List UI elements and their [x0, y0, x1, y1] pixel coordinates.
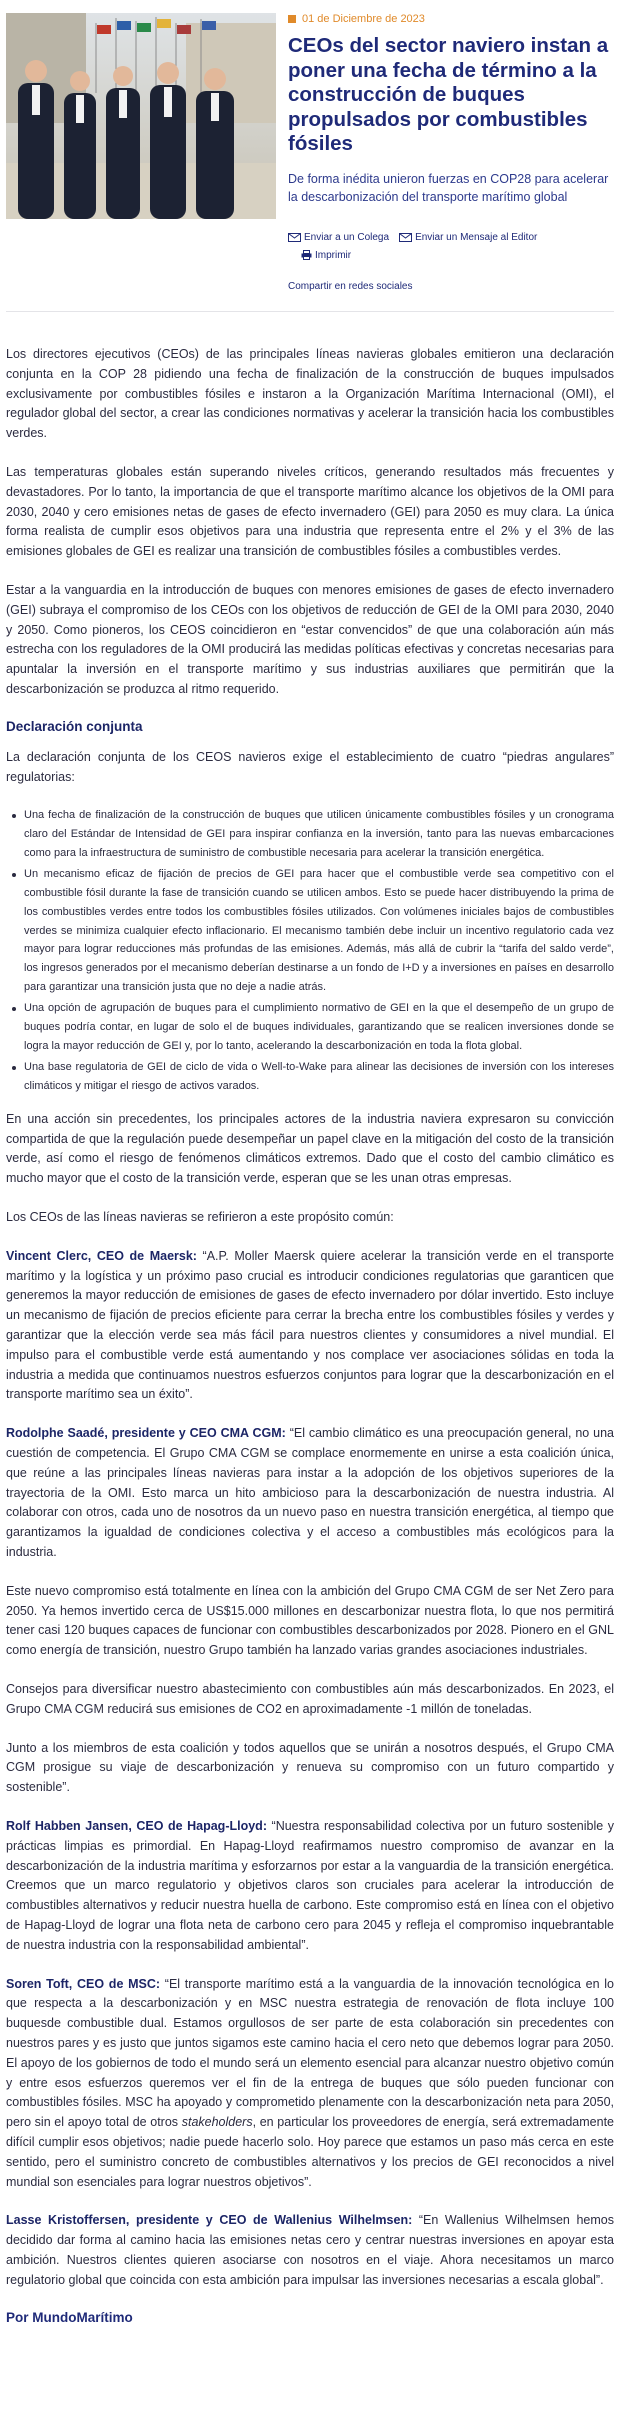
- article-meta: [288, 12, 616, 292]
- email-colleague-link[interactable]: [288, 232, 389, 243]
- article-body: [0, 312, 620, 2325]
- article-date: 01 de Diciembre de 2023: [302, 13, 425, 25]
- quote-text: “El cambio climático es una preocupación general, no una cuestión de competencia. El Grupo CMA CGM se complace enormemente en unirse a esta coalición única, que reúne a las principales líneas navieras para instar a la adopción de los objetivos superiores de la trayectoria de la OMI. Esto marca un hito ambicioso para la descarbonización de nuestra industria. Al colaborar con otros, cada uno de nosotros da un nuevo paso en nuestra transición energética, al tiempo que garantizamos la igualdad de condiciones colectiva y el acceso a combustibles más ecológicos para la industria.: [6, 1426, 614, 1560]
- byline: Por MundoMarítimo: [6, 2309, 133, 2325]
- article-actions: [288, 232, 616, 292]
- date-marker-icon: [288, 15, 296, 23]
- paragraph: Los CEOs de las líneas navieras se refirieron a este propósito común:: [6, 1210, 394, 1225]
- print-link[interactable]: [301, 250, 351, 261]
- article-subtitle: De forma inédita unieron fuerzas en COP28 para acelerar la descarbonización del transporte marítimo global: [288, 171, 609, 204]
- quote-text: “El transporte marítimo está a la vanguardia de la innovación tecnológica en lo que respecta a la descarbonización y en MSC nuestra estrategia de renovación de flota incluye 100 buquesde combustible dual. Estamos orgullosos de ser parte de esta colaboración sin precedentes con nuestros pares y es justo que juntos sigamos este camino hacia el cero neto que debemos lograr para 2050. El apoyo de los gobiernos de todo el mundo será un elemento esencial para alcanzar nuestro objetivo común y entre esos esfuerzos queremos ver el fin de la entrega de buques que sólo pueden funcionar con combustibles fósiles. MSC ha apoyado y comprometido plenamente con la descarbonización neta para 2050, pero sin el apoyo total de otros: [6, 1976, 614, 2130]
- print-label: Imprimir: [315, 249, 352, 261]
- quote-text: “En Wallenius Wilhelmsen hemos decidido dar forma al camino hacia las emisiones netas cero y centrar nuestras inversiones en apoyar esta ambición. Nuestros clientes quieren asociarse con nosotros en el viaje. Ahora necesitamos un marco regulatorio global que coincida con esta ambición para impulsar las inversiones necesarias a escala global”.: [6, 2213, 614, 2287]
- email-editor-link[interactable]: [399, 232, 537, 243]
- envelope-icon: [399, 233, 412, 242]
- paragraph: En una acción sin precedentes, los principales actores de la industria naviera expresaron su convicción compartida de que la regulación puede desempeñar un papel clave en la mitigación del costo de la transición verde, así como el riesgo de fenómenos climáticos extremos. Dado que el costo del cambio climático es mucho mayor que el costo de la transición verde, esperan que se les unan otras empresas.: [6, 1111, 614, 1186]
- speaker-name: Lasse Kristoffersen, presidente y CEO de Wallenius Wilhelmsen:: [6, 2213, 413, 2228]
- paragraph: La declaración conjunta de los CEOS navieros exige el establecimiento de cuatro “piedras angulares” regulatorias:: [6, 749, 614, 784]
- speaker-name: Vincent Clerc, CEO de Maersk:: [6, 1248, 197, 1263]
- speaker-name: Rodolphe Saadé, presidente y CEO CMA CGM:: [6, 1426, 286, 1441]
- envelope-icon: [288, 233, 301, 242]
- quote-hapag-lloyd: [6, 1817, 614, 1956]
- paragraph: Este nuevo compromiso está totalmente en línea con la ambición del Grupo CMA CGM de ser Net Zero para 2050. Ya hemos invertido cerca de US$15.000 millones en descarbonizar nuestra flota, lo que nos permitirá tener casi 120 buques capaces de funcionar con combustibles descarbonizados por 2028. Pionero en el GNL como energía de transición, nuestro Grupo también ha lanzado varias grandes asociaciones industriales.: [6, 1583, 614, 1658]
- list-item: Una base regulatoria de GEI de ciclo de vida o Well-to-Wake para alinear las decisiones de inversión con los intereses climáticos y mitigar el riesgo de activos varados.: [6, 1058, 614, 1095]
- quote-wallenius: [6, 2211, 614, 2290]
- cornerstones-list: [6, 806, 614, 1096]
- paragraph: Junto a los miembros de esta coalición y todos aquellos que se unirán a nosotros después, el Grupo CMA CGM prosigue su viaje de descarbonización y renueva su compromiso con un futuro compartido y sostenible”.: [6, 1740, 614, 1795]
- article-header: [0, 0, 620, 312]
- paragraph: Consejos para diversificar nuestro abastecimiento con combustibles aún más descarbonizados. En 2023, el Grupo CMA CGM reducirá sus emisiones de CO2 en aproximadamente -1 millón de toneladas.: [6, 1682, 614, 1716]
- email-colleague-label: Enviar a un Colega: [304, 231, 390, 243]
- header-divider: [6, 311, 614, 312]
- list-item: Una fecha de finalización de la construcción de buques que utilicen únicamente combustibles fósiles y un cronograma claro del Estándar de Intensidad de GEI para inspirar confianza en la inversión, tanto para las nuevas embarcaciones como para la infraestructura de suministro de combustible necesaria para acelerar la transición energética.: [6, 806, 614, 862]
- speaker-name: Rolf Habben Jansen, CEO de Hapag-Lloyd:: [6, 1819, 267, 1833]
- speaker-name: Soren Toft, CEO de MSC:: [6, 1976, 161, 1991]
- paragraph: Los directores ejecutivos (CEOs) de las principales líneas navieras globales emitieron una declaración conjunta en la COP 28 pidiendo una fecha de finalización de la construcción de buques impulsados exclusivamente por combustibles fósiles e instaron a la Organización Marítima Internacional (OMI), el regulador global del sector, a crear las condiciones normativas y acelerar la transición hacia los combustibles verdes.: [6, 347, 614, 441]
- paragraph: Estar a la vanguardia en la introducción de buques con menores emisiones de gases de efecto invernadero (GEI) subraya el compromiso de los CEOs con los objetivos de reducción de GEI de la OMI para 2030, 2040 y 2050. Como pioneros, los CEOS coincidieron en “estar convencidos” de que una colaboración aún más estrecha con los reguladores de la OMI producirá las medidas políticas efectivas y concretas necesarias para apuntalar la inversión en el transporte marítimo y sus industrias auxiliares que permitirán que la descarbonización se produzca al ritmo requerido.: [6, 582, 614, 696]
- list-item: Un mecanismo eficaz de fijación de precios de GEI para hacer que el combustible verde sea competitivo con el combustible fósil durante la fase de transición cuando se utilicen ambos. Esto se puede hacer distribuyendo la prima de los combustibles verdes entre todos los combustibles fósiles utilizados. Con volúmenes iniciales bajos de combustibles verdes se minimiza cualquier efecto inflacionario. El mecanismo también debe incluir un incentivo regulatorio cada vez mayor para lograr reducciones más profundas de las emisiones. Además, más allá de cubrir la “tarifa del saldo verde”, los ingresos generados por el mecanismo deberían destinarse a un fondo de I+D y a inversiones en países en desarrollo para garantizar una transición justa que no deje a nadie atrás.: [6, 865, 614, 996]
- date-row: [288, 12, 616, 26]
- share-social-link[interactable]: Compartir en redes sociales: [288, 280, 413, 292]
- quote-maersk: [6, 1247, 614, 1405]
- printer-icon: [301, 250, 312, 260]
- quote-cma-cgm: [6, 1424, 614, 1563]
- list-item: Una opción de agrupación de buques para el cumplimiento normativo de GEI en la que el desempeño de un grupo de buques podría contar, en lugar de solo el de buques individuales, garantizando que se realicen inversiones donde se logra la mayor reducción de GEI y, por lo tanto, acelerando la descarbonización en toda la flota global.: [6, 999, 614, 1055]
- quote-italic: stakeholders: [181, 2115, 253, 2130]
- email-editor-label: Enviar un Mensaje al Editor: [415, 231, 538, 243]
- article-photo: [6, 13, 276, 219]
- quote-msc: [6, 1975, 614, 2193]
- quote-text: , en particular los proveedores de energía, será extremadamente difícil cumplir esos objetivos; nadie puede hacerlo solo. Hoy parece que estamos un paso más cerca en este sentido, pero el suministro concreto de combustibles alternativos y los precios de GEI reconocidos a nivel mundial son esenciales para lograr nuestros objetivos”.: [6, 2115, 614, 2189]
- quote-text: “Nuestra responsabilidad colectiva por un futuro sostenible y prácticas limpias es primordial. En Hapag-Lloyd reafirmamos nuestro compromiso de avanzar en la descarbonización de la industria marítima y esforzarnos por estar a la vanguardia de la transición energética. Creemos que un marco regulatorio y objetivos claros son cruciales para acelerar la introducción de combustibles alternativos y reducir nuestra huella de carbono. Este compromiso está en línea con el objetivo de Hapag-Lloyd de lograr una flota neta de carbono cero para 2045 y refleja el compromiso inquebrantable de nuestra industria con la responsabilidad ambiental”.: [6, 1819, 614, 1952]
- article-title: CEOs del sector naviero instan a poner una fecha de término a la construcción de buques propulsados por combustibles fósiles: [288, 34, 609, 155]
- paragraph: Las temperaturas globales están superando niveles críticos, generando resultados más frecuentes y devastadores. Por lo tanto, la importancia de que el transporte marítimo alcance los objetivos de la OMI para 2030, 2040 y cero emisiones netas de gases de efecto invernadero (GEI) para 2050 es muy clara. La única forma realista de cumplir esos objetivos para una industria que representa entre el 2% y el 3% de las emisiones globales de GEI es realizar una transición de combustibles fósiles a combustibles verdes.: [6, 464, 614, 559]
- section-heading: Declaración conjunta: [6, 718, 143, 734]
- quote-text: “A.P. Moller Maersk quiere acelerar la transición verde en el transporte marítimo y la logística y un próximo paso crucial es introducir condiciones regulatorias que garanticen que generemos la mayor reducción de emisiones de gases de efecto invernadero por dólar invertido. Esto incluye un mecanismo de fijación de precios eficiente para cerrar la brecha entre los combustibles fósiles y verdes y garantizar que la elección verde sea más fácil para nuestros clientes y consumidores a nivel mundial. El impulso para el combustible verde está aumentando y nos complace ver asociaciones sólidas en toda la industria a medida que continuamos nuestros esfuerzos conjuntos para lograr que la descarbonización en el transporte marítimo sea un éxito”.: [6, 1248, 614, 1402]
